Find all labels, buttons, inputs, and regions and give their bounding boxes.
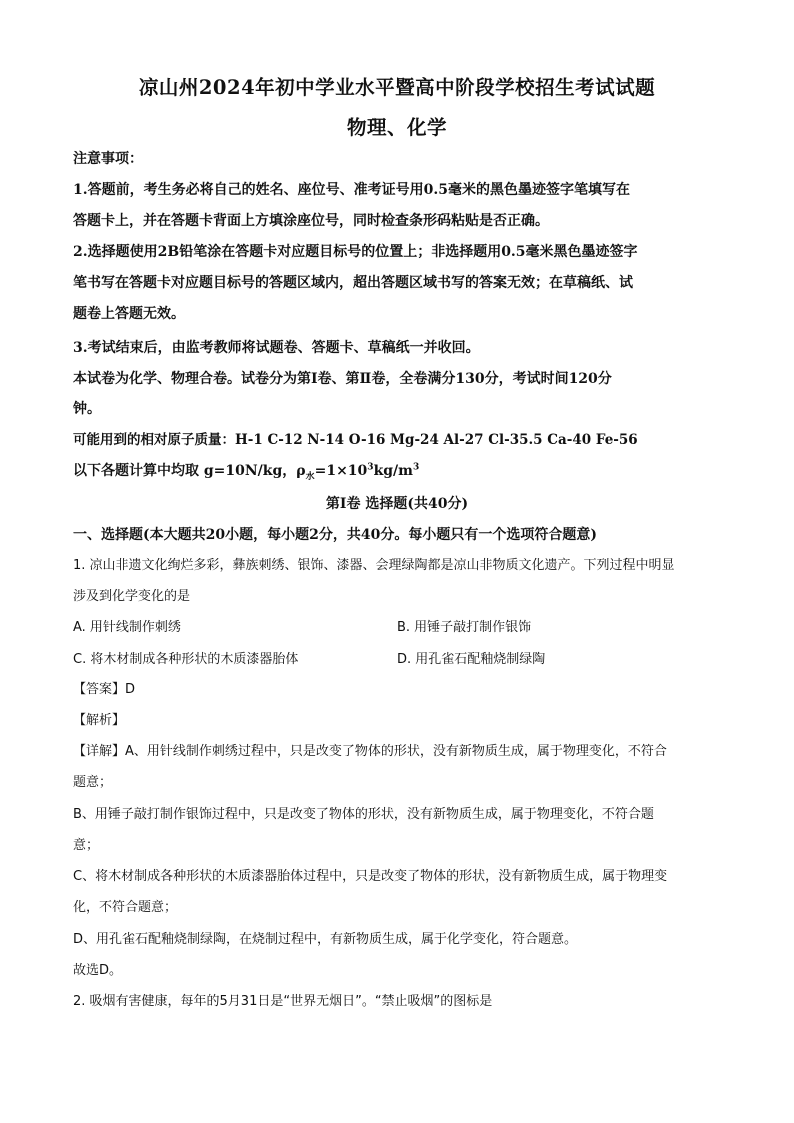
q1-detail-line2: 题意；	[73, 775, 113, 790]
q1-answer: 【答案】D	[73, 682, 136, 697]
info-line2: 钟。	[73, 401, 101, 417]
notice-heading: 注意事项：	[73, 151, 143, 167]
notice-item2-line1: 2.选择题使用2B铅笔涂在答题卡对应题目标号的位置上；非选择题用0.5毫米黑色墨迹签字	[73, 244, 638, 260]
constants-sup2: 3	[412, 462, 420, 473]
q1-option-a: A. 用针线制作刺绣	[73, 620, 181, 635]
exam-title: 凉山州2024年初中学业水平暨高中阶段学校招生考试试题	[138, 76, 656, 99]
atomic-masses: 可能用到的相对原子质量：H-1 C-12 N-14 O-16 Mg-24 Al-27 Cl-35.5 Ca-40 Fe-56	[73, 432, 638, 448]
q1-option-b: B. 用锤子敲打制作银饰	[397, 620, 532, 635]
q1-stem-line2: 涉及到化学变化的是	[73, 589, 191, 604]
notice-item3: 3.考试结束后，由监考教师将试题卷、答题卡、草稿纸一并收回。	[73, 340, 480, 356]
notice-item2-line2: 笔书写在答题卡对应题目标号的答题区域内，超出答题区域书写的答案无效；在草稿纸、试	[73, 275, 633, 291]
q1-detail-line7: D、用孔雀石配釉烧制绿陶，在烧制过程中，有新物质生成，属于化学变化，符合题意。	[73, 932, 578, 947]
info-line1: 本试卷为化学、物理合卷。试卷分为第Ⅰ卷、第Ⅱ卷，全卷满分130分，考试时间120分	[73, 371, 612, 387]
q1-detail-line5: C、将木材制成各种形状的木质漆器胎体过程中，只是改变了物体的形状，没有新物质生成，属于物理变	[73, 869, 668, 884]
notice-item2-line3: 题卷上答题无效。	[73, 306, 185, 322]
q1-option-d: D. 用孔雀石配釉烧制绿陶	[397, 652, 546, 667]
part-title: 一、选择题(本大题共20小题，每小题2分，共40分。每小题只有一个选项符合题意)	[73, 527, 597, 543]
constants-prefix: 以下各题计算中均取 g=10N/kg，ρ	[73, 463, 306, 479]
notice-item1-line2: 答题卡上，并在答题卡背面上方填涂座位号，同时检查条形码粘贴是否正确。	[73, 213, 549, 229]
exam-subtitle: 物理、化学	[346, 116, 447, 139]
q1-option-c: C. 将木材制成各种形状的木质漆器胎体	[73, 652, 299, 667]
section-heading: 第Ⅰ卷 选择题(共40分)	[325, 496, 469, 512]
constants-mid: =1×10	[314, 463, 368, 479]
constants-sub: 水	[305, 471, 315, 482]
q1-analysis-tag: 【解析】	[73, 713, 126, 728]
q2-stem: 2. 吸烟有害健康，每年的5月31日是“世界无烟日”。“禁止吸烟”的图标是	[73, 994, 493, 1009]
notice-item1-line1: 1.答题前，考生务必将自己的姓名、座位号、准考证号用0.5毫米的黑色墨迹签字笔填写在	[73, 182, 630, 198]
q1-detail-line1: 【详解】A、用针线制作刺绣过程中，只是改变了物体的形状，没有新物质生成，属于物理变化，不符合	[73, 744, 667, 759]
q1-detail-line4: 意；	[73, 838, 100, 853]
constants-suffix: kg/m	[373, 463, 413, 479]
q1-detail-line3: B、用锤子敲打制作银饰过程中，只是改变了物体的形状，没有新物质生成，属于物理变化，不符合题	[73, 807, 654, 822]
q1-detail-line6: 化，不符合题意；	[73, 900, 178, 915]
constants-sup: 3	[367, 462, 374, 473]
q1-stem-line1: 1. 凉山非遗文化绚烂多彩，彝族刺绣、银饰、漆器、会理绿陶都是凉山非物质文化遗产。下列过程中明显	[73, 558, 675, 573]
constants-line	[73, 461, 723, 481]
q1-conclusion: 故选D。	[73, 963, 123, 978]
